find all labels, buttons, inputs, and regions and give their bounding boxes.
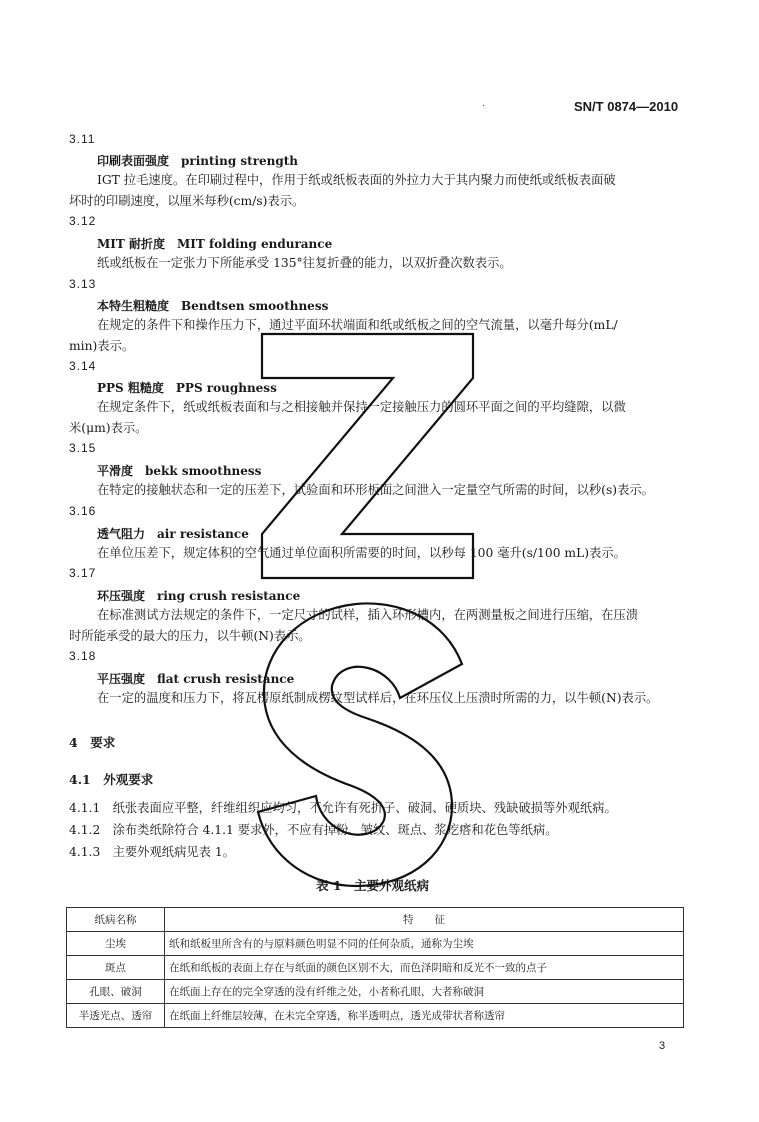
defect-name: 孔眼、破洞: [67, 980, 165, 1004]
term-definition-line: 纸或纸板在一定张力下所能承受 135°往复折叠的能力，以双折叠次数表示。: [97, 256, 512, 270]
term-definition-line: 时所能承受的最大的压力，以牛顿(N)表示。: [69, 629, 311, 643]
term-number: 3.16: [69, 504, 97, 518]
section-heading: 4 要求: [69, 735, 116, 750]
column-header: 纸病名称: [67, 908, 165, 932]
column-header: 特 征: [165, 908, 684, 932]
term-definition-line: 在标准测试方法规定的条件下，一定尺寸的试样，插入环形槽内，在两测量板之间进行压缩，在压溃: [97, 608, 639, 622]
term-title: 平滑度 bekk smoothness: [97, 464, 262, 478]
defect-name: 尘埃: [67, 932, 165, 956]
defect-name: 半透光点、透帘: [67, 1004, 165, 1028]
table-title: 表 1 主要外观纸病: [316, 878, 430, 893]
requirement-item: 4.1.3 主要外观纸病见表 1。: [69, 845, 235, 859]
table-row: [67, 980, 684, 1004]
scan-dot: .: [482, 99, 485, 109]
table-row: [67, 956, 684, 980]
term-title: 印刷表面强度 printing strength: [97, 154, 299, 168]
term-definition-line: 在一定的温度和压力下，将瓦楞原纸制成楞纹型试样后，在环压仪上压溃时所需的力，以牛顿(N)表示。: [97, 691, 659, 705]
defect-feature: 纸和纸板里所含有的与原料颜色明显不同的任何杂质，通称为尘埃: [165, 932, 684, 956]
term-definition-line: 米(μm)表示。: [69, 421, 148, 435]
defect-feature: 在纸面上纤维层较薄，在未完全穿透，称半透明点，透光成带状者称透帘: [165, 1004, 684, 1028]
term-number: 3.14: [69, 359, 97, 373]
term-definition-line: 在规定的条件下和操作压力下，通过平面环状端面和纸或纸板之间的空气流量，以毫升每分(mL/: [97, 318, 618, 332]
term-number: 3.12: [69, 214, 97, 228]
defect-feature: 在纸面上存在的完全穿透的没有纤维之处，小者称孔眼，大者称破洞: [165, 980, 684, 1004]
term-title: 透气阻力 air resistance: [97, 527, 249, 541]
table-row: [67, 932, 684, 956]
requirement-item: 4.1.2 涂布类纸除符合 4.1.1 要求外，不应有掉粉、皱纹、斑点、浆疙瘩和花色等纸病。: [69, 823, 558, 837]
term-title: 环压强度 ring crush resistance: [97, 589, 301, 603]
term-definition-line: 坏时的印刷速度，以厘米每秒(cm/s)表示。: [69, 194, 305, 208]
table-header-row: [67, 908, 684, 932]
term-number: 3.13: [69, 277, 97, 291]
term-definition-line: min)表示。: [69, 339, 135, 353]
defect-name: 斑点: [67, 956, 165, 980]
term-definition-line: IGT 拉毛速度。在印刷过程中，作用于纸或纸板表面的外拉力大于其内聚力而使纸或纸板表面破: [97, 173, 616, 187]
page-number: 3: [659, 1040, 666, 1052]
defects-table: [66, 907, 684, 1028]
standard-number: SN/T 0874—2010: [574, 99, 679, 114]
defect-feature: 在纸和纸板的表面上存在与纸面的颜色区别不大，而色泽阴暗和反光不一致的点子: [165, 956, 684, 980]
term-title: PPS 粗糙度 PPS roughness: [97, 381, 277, 395]
table-row: [67, 1004, 684, 1028]
term-number: 3.11: [69, 132, 96, 146]
term-number: 3.15: [69, 441, 97, 455]
requirement-item: 4.1.1 纸张表面应平整，纤维组织应均匀，不允许有死折子、破洞、硬质块、残缺破损等外观纸病。: [69, 801, 617, 815]
term-definition-line: 在单位压差下，规定体积的空气通过单位面积所需要的时间，以秒每 100 毫升(s/100 mL)表示。: [97, 546, 626, 560]
subsection-heading: 4.1 外观要求: [69, 772, 154, 787]
term-title: MIT 耐折度 MIT folding endurance: [97, 237, 333, 251]
term-number: 3.18: [69, 649, 97, 663]
term-definition-line: 在规定条件下，纸或纸板表面和与之相接触并保持一定接触压力的圆环平面之间的平均缝隙，以微: [97, 400, 626, 414]
term-definition-line: 在特定的接触状态和一定的压差下，试验面和环形板面之间泄入一定量空气所需的时间，以秒(s)表示。: [97, 483, 654, 497]
term-number: 3.17: [69, 566, 97, 580]
term-title: 本特生粗糙度 Bendtsen smoothness: [97, 299, 329, 313]
term-title: 平压强度 flat crush resistance: [97, 672, 295, 686]
